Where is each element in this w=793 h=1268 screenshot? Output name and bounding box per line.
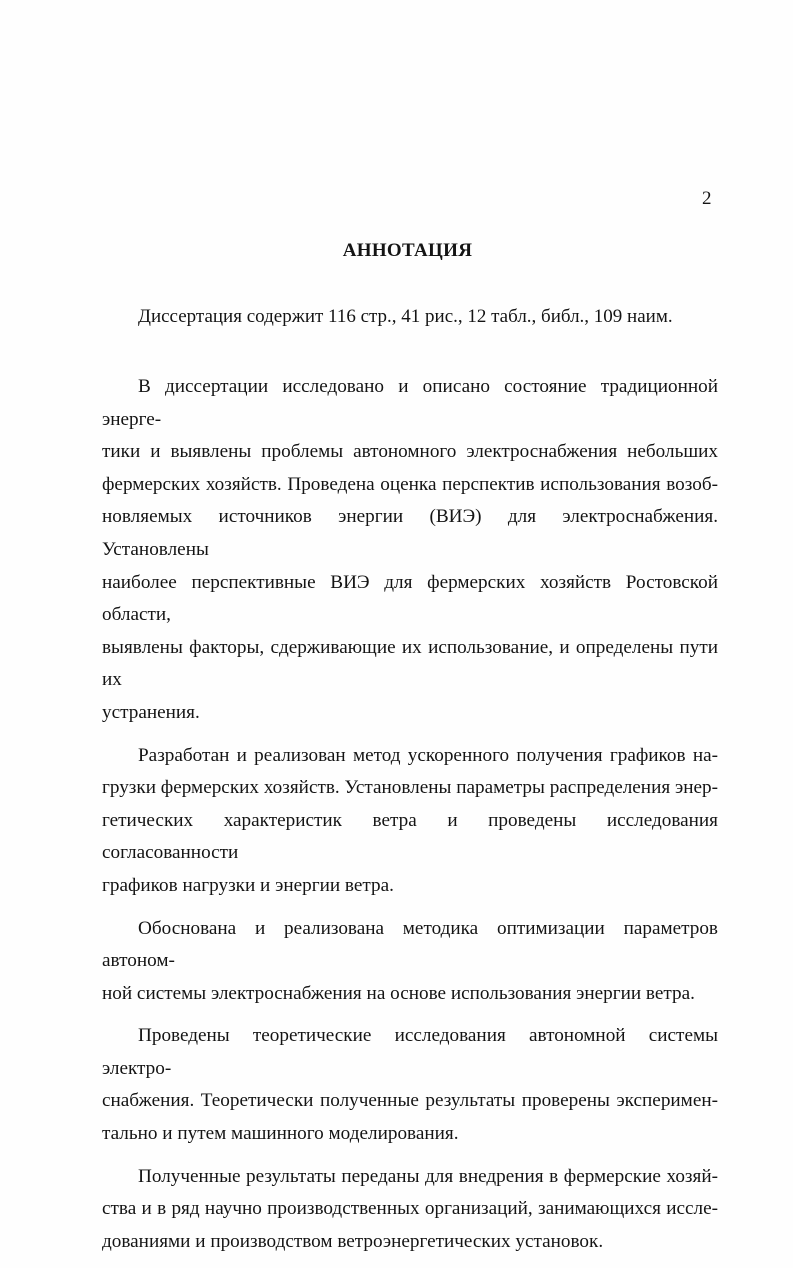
text-line: Обоснована и реализована методика оптимизации параметров автоном- [102,917,718,972]
text-line: тики и выявлены проблемы автономного электроснабжения небольших [102,441,718,463]
text-line: наиболее перспективные ВИЭ для фермерских хозяйств Ростовской области, [102,571,718,626]
text-line: новляемых источников энергии (ВИЭ) для электроснабжения. Установлены [102,506,718,560]
text-line: Проведены теоретические исследования автономной системы электро- [102,1025,718,1079]
text-line: выявлены факторы, сдерживающие их использование, и определены пути их [102,636,718,691]
page-number: 2 [702,188,712,209]
text-line: дованиями и производством ветроэнергетических установок. [102,1230,604,1252]
text-line: гетических характеристик ветра и проведены исследования согласованности [102,809,718,864]
text-line: ной системы электроснабжения на основе использования энергии ветра. [102,982,695,1004]
text-line: В диссертации исследовано и описано состояние традиционной энерге- [102,376,718,430]
paragraph-5 [102,1161,718,1259]
page-title: АННОТАЦИЯ [342,240,473,261]
text-line: устранения. [102,701,200,723]
paragraph-3 [102,913,718,1011]
abstract-body [102,371,718,1268]
text-line: Полученные результаты переданы для внедрения в фермерские хозяй- [138,1165,718,1187]
text-line: ства и в ряд научно производственных организаций, занимающихся иссле- [102,1198,718,1220]
paragraph-1 [102,371,718,730]
paragraph-2 [102,740,718,903]
text-line: снабжения. Теоретически полученные результаты проверены эксперимен- [102,1090,718,1112]
dissertation-summary: Диссертация содержит 116 стр., 41 рис., 12 табл., библ., 109 наим. [138,306,673,327]
text-line: грузки фермерских хозяйств. Установлены параметры распределения энер- [102,777,718,799]
text-line: графиков нагрузки и энергии ветра. [102,874,394,896]
text-line: тально и путем машинного моделирования. [102,1123,459,1145]
text-line: фермерских хозяйств. Проведена оценка перспектив использования возоб- [102,473,718,495]
paragraph-4 [102,1020,718,1150]
text-line: Разработан и реализован метод ускоренного получения графиков на- [138,744,718,766]
